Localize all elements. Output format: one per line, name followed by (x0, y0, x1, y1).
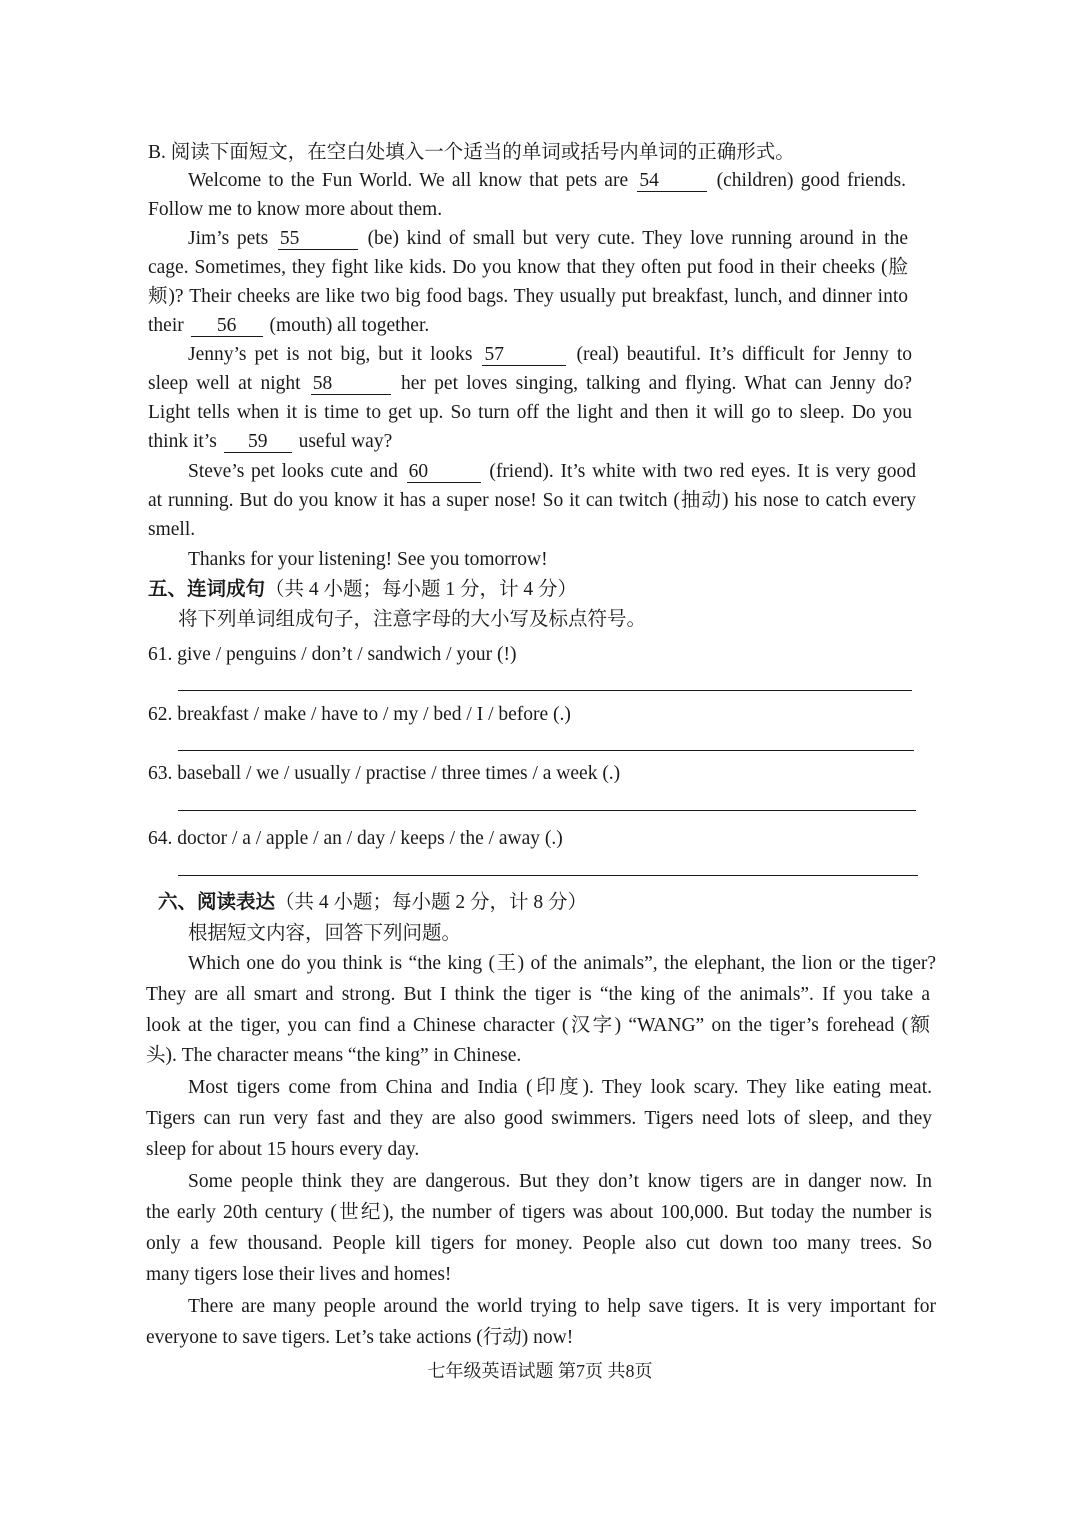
s6-line-1-text: Which one do you think is “the king (王) of the animals”, the elephant, the lion or the tiger? (188, 953, 936, 974)
p2-line2-text: cage. Sometimes, they fight like kids. Do you know that they often put food in their cheeks (脸 (148, 257, 908, 278)
s6-line-6 (146, 1106, 932, 1132)
answer-line-62[interactable] (178, 750, 914, 751)
s6-line-8-text: Some people think they are dangerous. But they don’t know tigers are in danger now. In (188, 1171, 932, 1192)
p5-line: Thanks for your listening! See you tomorrow! (188, 549, 548, 570)
p3-text-a: Jenny’s pet is not big, but it looks (188, 344, 473, 365)
s6-line-5 (188, 1075, 932, 1101)
blank-54: 54 (637, 171, 707, 192)
p3-line3-text: Light tells when it is time to get up. So turn off the light and then it will go to sleep. Do you (148, 402, 912, 423)
page-footer: 七年级英语试题 第7页 共8页 (427, 1361, 653, 1381)
s6-line-12 (188, 1294, 936, 1320)
p3-line4 (148, 429, 392, 455)
s6-line-12-text: There are many people around the world trying to help save tigers. It is very important for (188, 1296, 936, 1317)
s6-line-10 (146, 1231, 932, 1257)
p1-text-b: (children) good friends. (716, 170, 907, 191)
p3-line2-b: her pet loves singing, talking and flying. What can Jenny do? (401, 373, 912, 394)
p3-line2-a: sleep well at night (148, 373, 301, 394)
p2-line1 (188, 226, 908, 252)
section-b-instruction: B. 阅读下面短文，在空白处填入一个适当的单词或括号内单词的正确形式。 (148, 142, 795, 163)
s6-line-6-text: Tigers can run very fast and they are also good swimmers. Tigers need lots of sleep, and they (146, 1108, 932, 1129)
s6-line-13: everyone to save tigers. Let’s take actions (行动) now! (146, 1327, 574, 1348)
p3-line3 (148, 400, 912, 426)
section5-meta: （共 4 小题；每小题 1 分，计 4 分） (265, 579, 578, 600)
p1-line1 (188, 168, 906, 194)
s6-line-5-text: Most tigers come from China and India (印度). They look scary. They like eating meat. (188, 1077, 932, 1098)
question-61: 61. give / penguins / don’t / sandwich / your (!) (148, 644, 517, 665)
p4-line1 (188, 459, 916, 485)
question-63: 63. baseball / we / usually / practise / three times / a week (.) (148, 763, 621, 784)
p2-text-a: Jim’s pets (188, 228, 269, 249)
p1-line2: Follow me to know more about them. (148, 199, 443, 220)
blank-60: 60 (407, 462, 481, 483)
s6-line-7: sleep for about 15 hours every day. (146, 1139, 420, 1160)
p4-line2 (148, 488, 916, 514)
blank-58: 58 (311, 374, 391, 395)
s6-line-3 (146, 1013, 930, 1039)
s6-line-4: 头). The character means “the king” in Chinese. (146, 1045, 522, 1066)
p2-line4-b: (mouth) all together. (269, 315, 430, 336)
section6-heading (158, 890, 587, 916)
p2-text-b: (be) kind of small but very cute. They love running around in the (367, 228, 908, 249)
p4-text-b: (friend). It’s white with two red eyes. It is very good (489, 461, 917, 482)
p3-line4-b: useful way? (298, 431, 393, 452)
section5-heading (148, 577, 577, 603)
blank-56: 56 (191, 316, 263, 337)
question-64: 64. doctor / a / apple / an / day / keeps / the / away (.) (148, 828, 563, 849)
section6-instruction: 根据短文内容，回答下列问题。 (188, 923, 462, 944)
p2-line4 (148, 313, 429, 339)
p4-line3: smell. (148, 519, 196, 540)
s6-line-9-text: the early 20th century (世纪), the number of tigers was about 100,000. But today the number is (146, 1202, 932, 1223)
p2-line3 (148, 284, 908, 310)
s6-line-1 (188, 951, 936, 977)
section5-instruction: 将下列单词组成句子，注意字母的大小写及标点符号。 (178, 609, 647, 630)
answer-line-63[interactable] (178, 810, 916, 811)
p2-line2 (148, 255, 908, 281)
p3-line4-a: think it’s (148, 431, 217, 452)
p1-text-a: Welcome to the Fun World. We all know that pets are (188, 170, 629, 191)
blank-55: 55 (278, 229, 358, 250)
answer-line-61[interactable] (178, 690, 912, 691)
s6-line-3-text: look at the tiger, you can find a Chinese character (汉字) “WANG” on the tiger’s forehead (额 (146, 1015, 930, 1036)
question-62: 62. breakfast / make / have to / my / bed / I / before (.) (148, 704, 571, 725)
p2-line4-a: their (148, 315, 184, 336)
p3-line2 (148, 371, 912, 397)
s6-line-2-text: They are all smart and strong. But I think the tiger is “the king of the animals”. If you take a (146, 984, 930, 1005)
p2-line3-text: 颊)? Their cheeks are like two big food bags. They usually put breakfast, lunch, and dinner into (148, 286, 908, 307)
p3-text-b: (real) beautiful. It’s difficult for Jenny to (576, 344, 913, 365)
section5-title: 五、连词成句 (148, 579, 266, 600)
s6-line-8 (188, 1169, 932, 1195)
p4-line2-text: at running. But do you know it has a super nose! So it can twitch (抽动) his nose to catch every (148, 490, 916, 511)
section6-title: 六、阅读表达 (158, 892, 276, 913)
answer-line-64[interactable] (178, 875, 918, 876)
p3-line1 (188, 342, 912, 368)
blank-59: 59 (224, 432, 292, 453)
s6-line-10-text: only a few thousand. People kill tigers for money. People also cut down too many trees. So (146, 1233, 932, 1254)
blank-57: 57 (482, 345, 566, 366)
p4-text-a: Steve’s pet looks cute and (188, 461, 398, 482)
section6-meta: （共 4 小题；每小题 2 分，计 8 分） (275, 892, 588, 913)
s6-line-2 (146, 982, 930, 1008)
s6-line-9 (146, 1200, 932, 1226)
s6-line-11: many tigers lose their lives and homes! (146, 1264, 452, 1285)
